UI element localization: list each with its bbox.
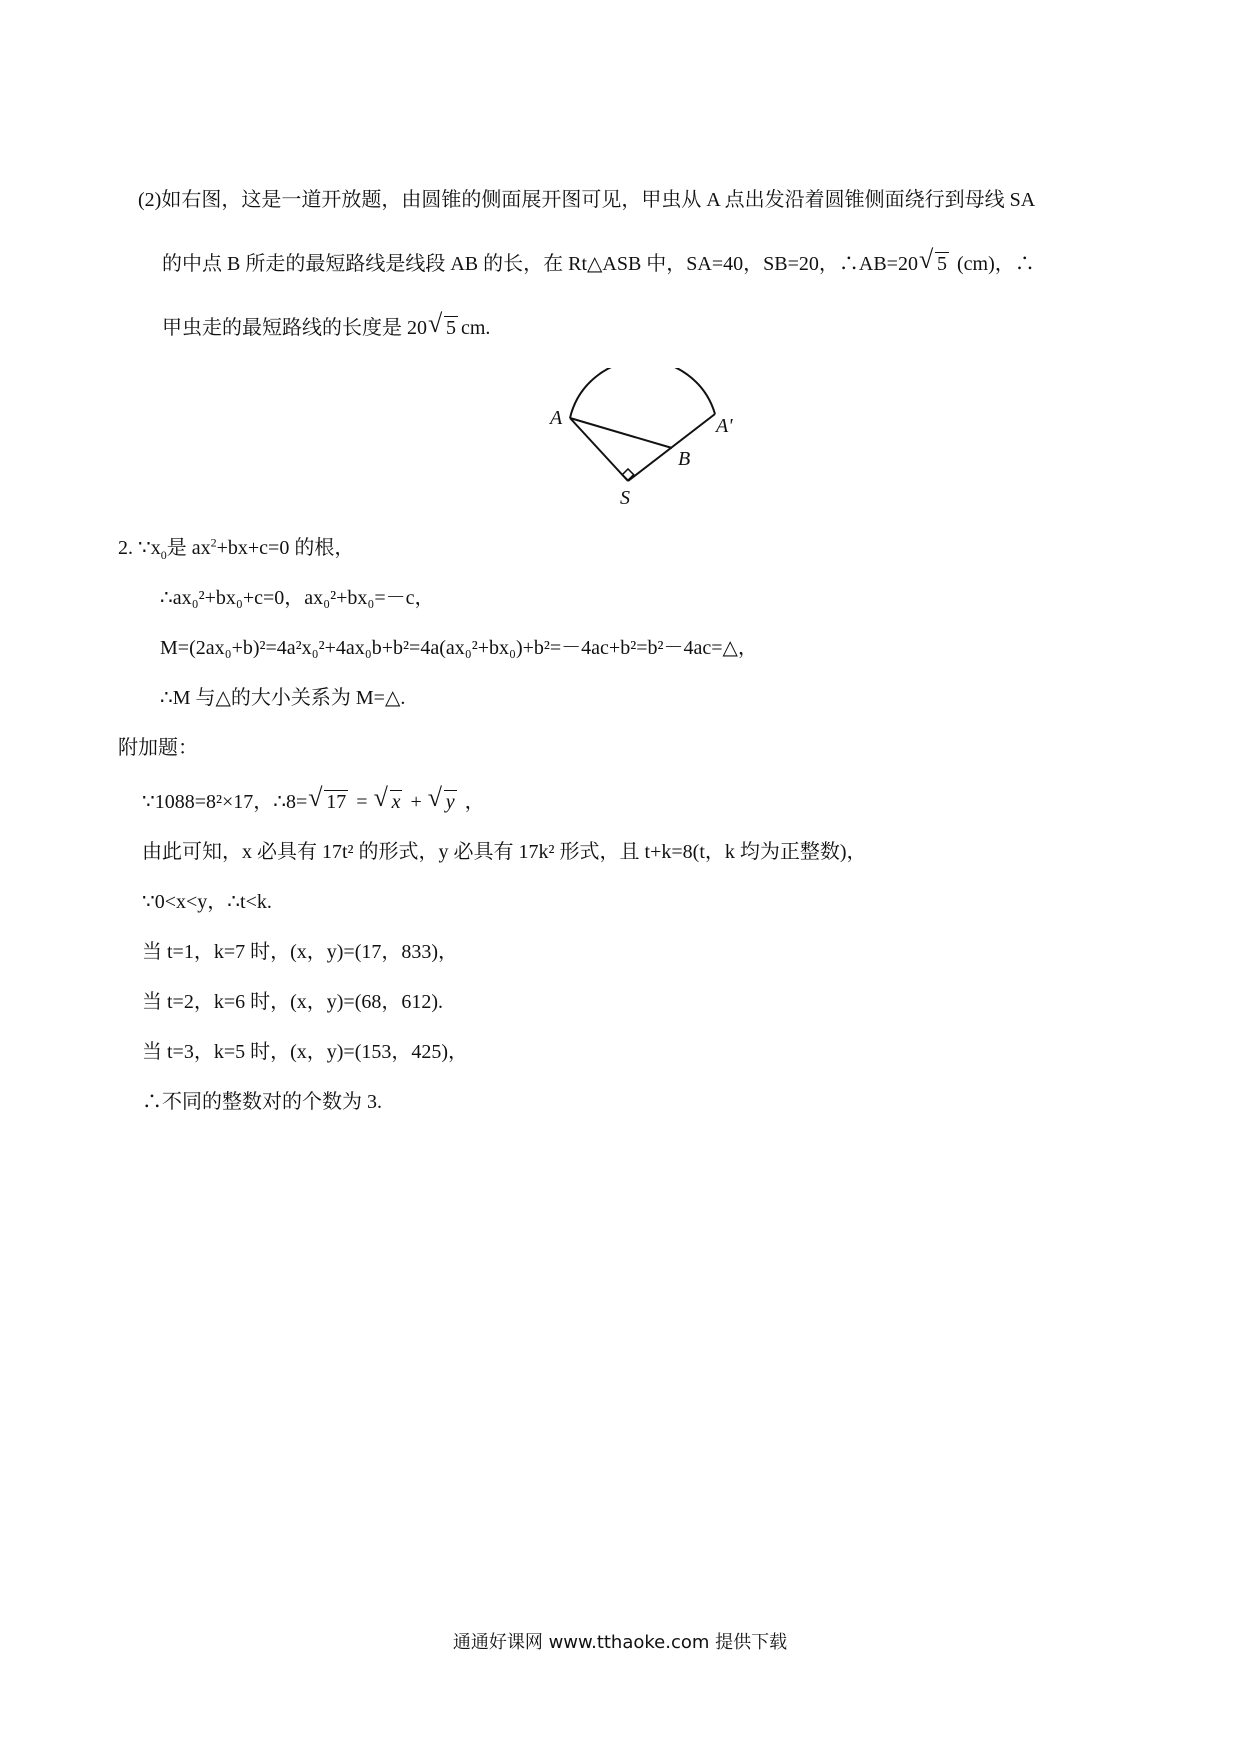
- extra-heading: 附加题：: [118, 737, 198, 759]
- cone-net-figure: [540, 368, 740, 513]
- text-line-extra-6: 当 t=3，k=5 时，(x，y)=(153，425)，: [142, 1041, 469, 1063]
- sqrt-expression: [430, 788, 457, 816]
- radicand: 5: [936, 253, 947, 275]
- superscript: 2: [210, 535, 217, 550]
- sqrt-expression: [376, 788, 403, 816]
- sqrt-expression: [430, 314, 458, 342]
- label-B: B: [678, 448, 691, 470]
- text-line-p2-2: ∴ax₀²+bx₀+c=0，ax₀²+bx₀=－c，: [160, 587, 435, 609]
- text-segment: =: [351, 791, 373, 813]
- text-segment: 的中点 B 所走的最短路线是线段 AB 的长，在 Rt△ASB 中，SA=40，SB=20，∴AB=20: [162, 253, 918, 275]
- page-footer: 通通好课网 www.tthaoke.com 提供下载: [452, 1632, 788, 1653]
- text-line-extra-2: 由此可知，x 必具有 17t² 的形式，y 必具有 17k² 形式，且 t+k=8(t，k 均为正整数)，: [142, 841, 867, 863]
- radicand: 17: [326, 791, 347, 813]
- text-line-p1-1: (2)如右图，这是一道开放题，由圆锥的侧面展开图可见，甲虫从 A 点出发沿着圆锥侧面绕行到母线 SA: [138, 189, 1036, 211]
- label-A-prime: A': [716, 415, 733, 437]
- radicand: 5: [446, 317, 456, 339]
- text-segment: +bx+c=0 的根，: [216, 537, 355, 559]
- radicand: x: [391, 791, 401, 813]
- arc: [570, 368, 715, 418]
- text-line-extra-3: ∵0<x<y，∴t<k.: [142, 891, 272, 913]
- text-segment: cm.: [461, 317, 491, 339]
- label-A: A: [550, 407, 563, 429]
- radicand: y: [445, 791, 455, 813]
- text-line-extra-1: [142, 788, 485, 816]
- text-segment: 2. ∵x: [118, 537, 161, 559]
- text-line-extra-7: ∴不同的整数对的个数为 3.: [142, 1091, 382, 1113]
- text-segment: ，: [459, 791, 485, 813]
- sqrt-expression: [921, 250, 949, 278]
- text-line-p2-3: M=(2ax₀+b)²=4a²x₀²+4ax₀b+b²=4a(ax₀²+bx₀)+b²=－4ac+b²=b²－4ac=△，: [160, 637, 758, 659]
- text-line-p1-3: [162, 314, 490, 342]
- text-line-p1-2: [162, 250, 1035, 278]
- text-segment: 是 ax: [166, 537, 211, 559]
- segment-AB: [570, 418, 672, 448]
- text-line-extra-5: 当 t=2，k=6 时，(x，y)=(68，612).: [142, 991, 444, 1013]
- text-segment: (cm)，∴: [951, 253, 1035, 275]
- text-line-p2-1: [118, 534, 354, 562]
- subscript: 0: [160, 548, 167, 562]
- text-line-p2-4: ∴M 与△的大小关系为 M=△.: [160, 687, 406, 709]
- sqrt-expression: [310, 788, 348, 816]
- text-line-extra-4: 当 t=1，k=7 时，(x，y)=(17，833)，: [142, 941, 459, 963]
- text-segment: ∵1088=8²×17，∴8=: [142, 791, 308, 813]
- label-S: S: [620, 487, 630, 509]
- text-segment: +: [405, 791, 427, 813]
- text-segment: 甲虫走的最短路线的长度是 20: [162, 317, 427, 339]
